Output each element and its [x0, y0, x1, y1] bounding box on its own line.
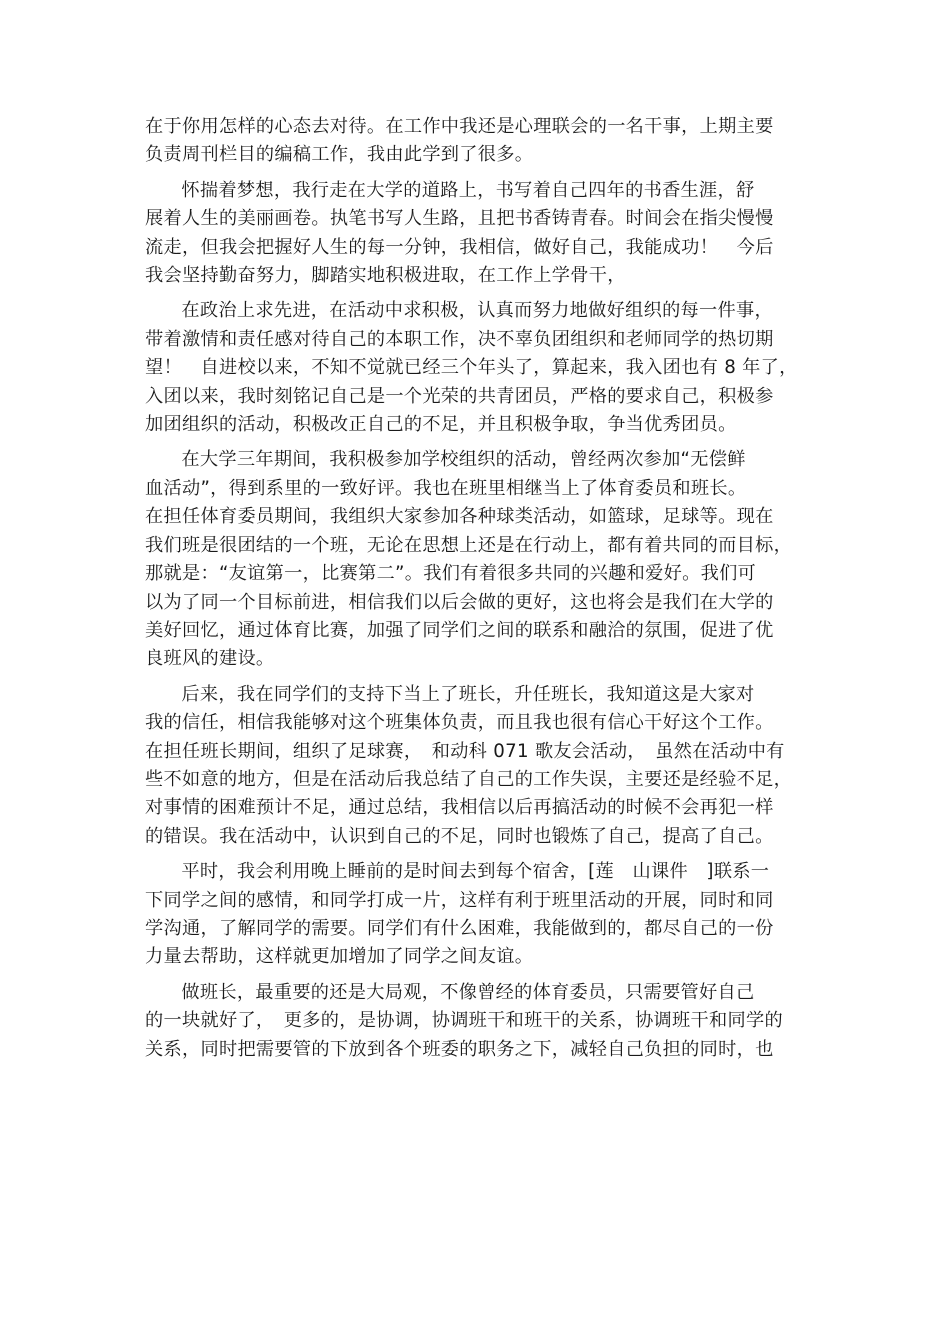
- text-line: 怀揣着梦想，我行走在大学的道路上，书写着自己四年的书香生涯，舒: [181, 179, 755, 201]
- paragraph-4: [145, 446, 813, 673]
- text-line: 在政治上求先进，在活动中求积极，认真而努力地做好组织的每一件事，: [181, 300, 773, 322]
- text-line: 美好回忆，通过体育比赛，加强了同学们之间的联系和融洽的氛围，促进了优: [145, 619, 774, 641]
- paragraph-1: [145, 113, 813, 170]
- text-line: 平时，我会利用晚上睡前的是时间去到每个宿舍，[莲 山课件 ]联系一: [181, 861, 770, 883]
- text-line: 望！ 自进校以来，不知不觉就已经三个年头了，算起来，我入团也有 8 年了，: [145, 357, 798, 379]
- document-body: [145, 113, 813, 1071]
- text-line: 在担任体育委员期间，我组织大家参加各种球类活动，如篮球，足球等。现在: [145, 506, 774, 528]
- text-line: 做班长，最重要的还是大局观，不像曾经的体育委员，只需要管好自己: [181, 981, 755, 1003]
- text-line: 良班风的建设。: [145, 648, 275, 670]
- text-line: 流走，但我会把握好人生的每一分钟，我相信，做好自己，我能成功！ 今后: [145, 236, 774, 258]
- text-line: 下同学之间的感情，和同学打成一片，这样有利于班里活动的开展，同时和同: [145, 889, 774, 911]
- text-line: 我们班是很团结的一个班，无论在思想上还是在行动上，都有着共同的而目标，: [145, 534, 793, 556]
- paragraph-2: [145, 177, 813, 291]
- paragraph-6: [145, 858, 813, 972]
- text-line: 我会坚持勤奋努力，脚踏实地积极进取，在工作上学骨干，: [145, 265, 626, 287]
- text-line: 的一块就好了， 更多的，是协调，协调班干和班干的关系，协调班干和同学的: [145, 1010, 783, 1032]
- text-line: 后来，我在同学们的支持下当上了班长，升任班长，我知道这是大家对: [181, 683, 755, 705]
- text-line: 带着激情和责任感对待自己的本职工作，决不辜负团组织和老师同学的热切期: [145, 328, 774, 350]
- text-line: 负责周刊栏目的编稿工作，我由此学到了很多。: [145, 144, 534, 166]
- text-line: 关系，同时把需要管的下放到各个班委的职务之下，减轻自己负担的同时，也: [145, 1038, 774, 1060]
- text-line: 在于你用怎样的心态去对待。在工作中我还是心理联会的一名干事，上期主要: [145, 116, 774, 137]
- text-line: 对事情的困难预计不足，通过总结，我相信以后再搞活动的时候不会再犯一样: [145, 797, 774, 819]
- paragraph-7: [145, 979, 813, 1064]
- text-line: 入团以来，我时刻铭记自己是一个光荣的共青团员，严格的要求自己，积极参: [145, 385, 774, 407]
- text-line: 加团组织的活动，积极改正自己的不足，并且积极争取，争当优秀团员。: [145, 414, 737, 436]
- text-line: 在大学三年期间，我积极参加学校组织的活动，曾经两次参加“无偿鲜: [181, 449, 746, 471]
- text-line: 些不如意的地方，但是在活动后我总结了自己的工作失误，主要还是经验不足，: [145, 768, 793, 790]
- text-line: 力量去帮助，这样就更加增加了同学之间友谊。: [145, 946, 534, 968]
- paragraph-5: [145, 681, 813, 851]
- text-line: 展着人生的美丽画卷。执笔书写人生路，且把书香铸青春。时间会在指尖慢慢: [145, 208, 774, 230]
- text-line: 的错误。我在活动中，认识到自己的不足，同时也锻炼了自己，提高了自己。: [145, 825, 774, 847]
- text-line: 学沟通，了解同学的需要。同学们有什么困难，我能做到的，都尽自己的一份: [145, 917, 774, 939]
- paragraph-3: [145, 297, 813, 439]
- text-line: 那就是：“友谊第一，比赛第二”。我们有着很多共同的兴趣和爱好。我们可: [145, 563, 757, 585]
- text-line: 在担任班长期间，组织了足球赛， 和动科 071 歌友会活动， 虽然在活动中有: [145, 740, 785, 762]
- text-line: 我的信任，相信我能够对这个班集体负责，而且我也很有信心干好这个工作。: [145, 712, 774, 734]
- text-line: 以为了同一个目标前进，相信我们以后会做的更好，这也将会是我们在大学的: [145, 591, 774, 613]
- text-line: 血活动”，得到系里的一致好评。我也在班里相继当上了体育委员和班长。: [145, 477, 747, 499]
